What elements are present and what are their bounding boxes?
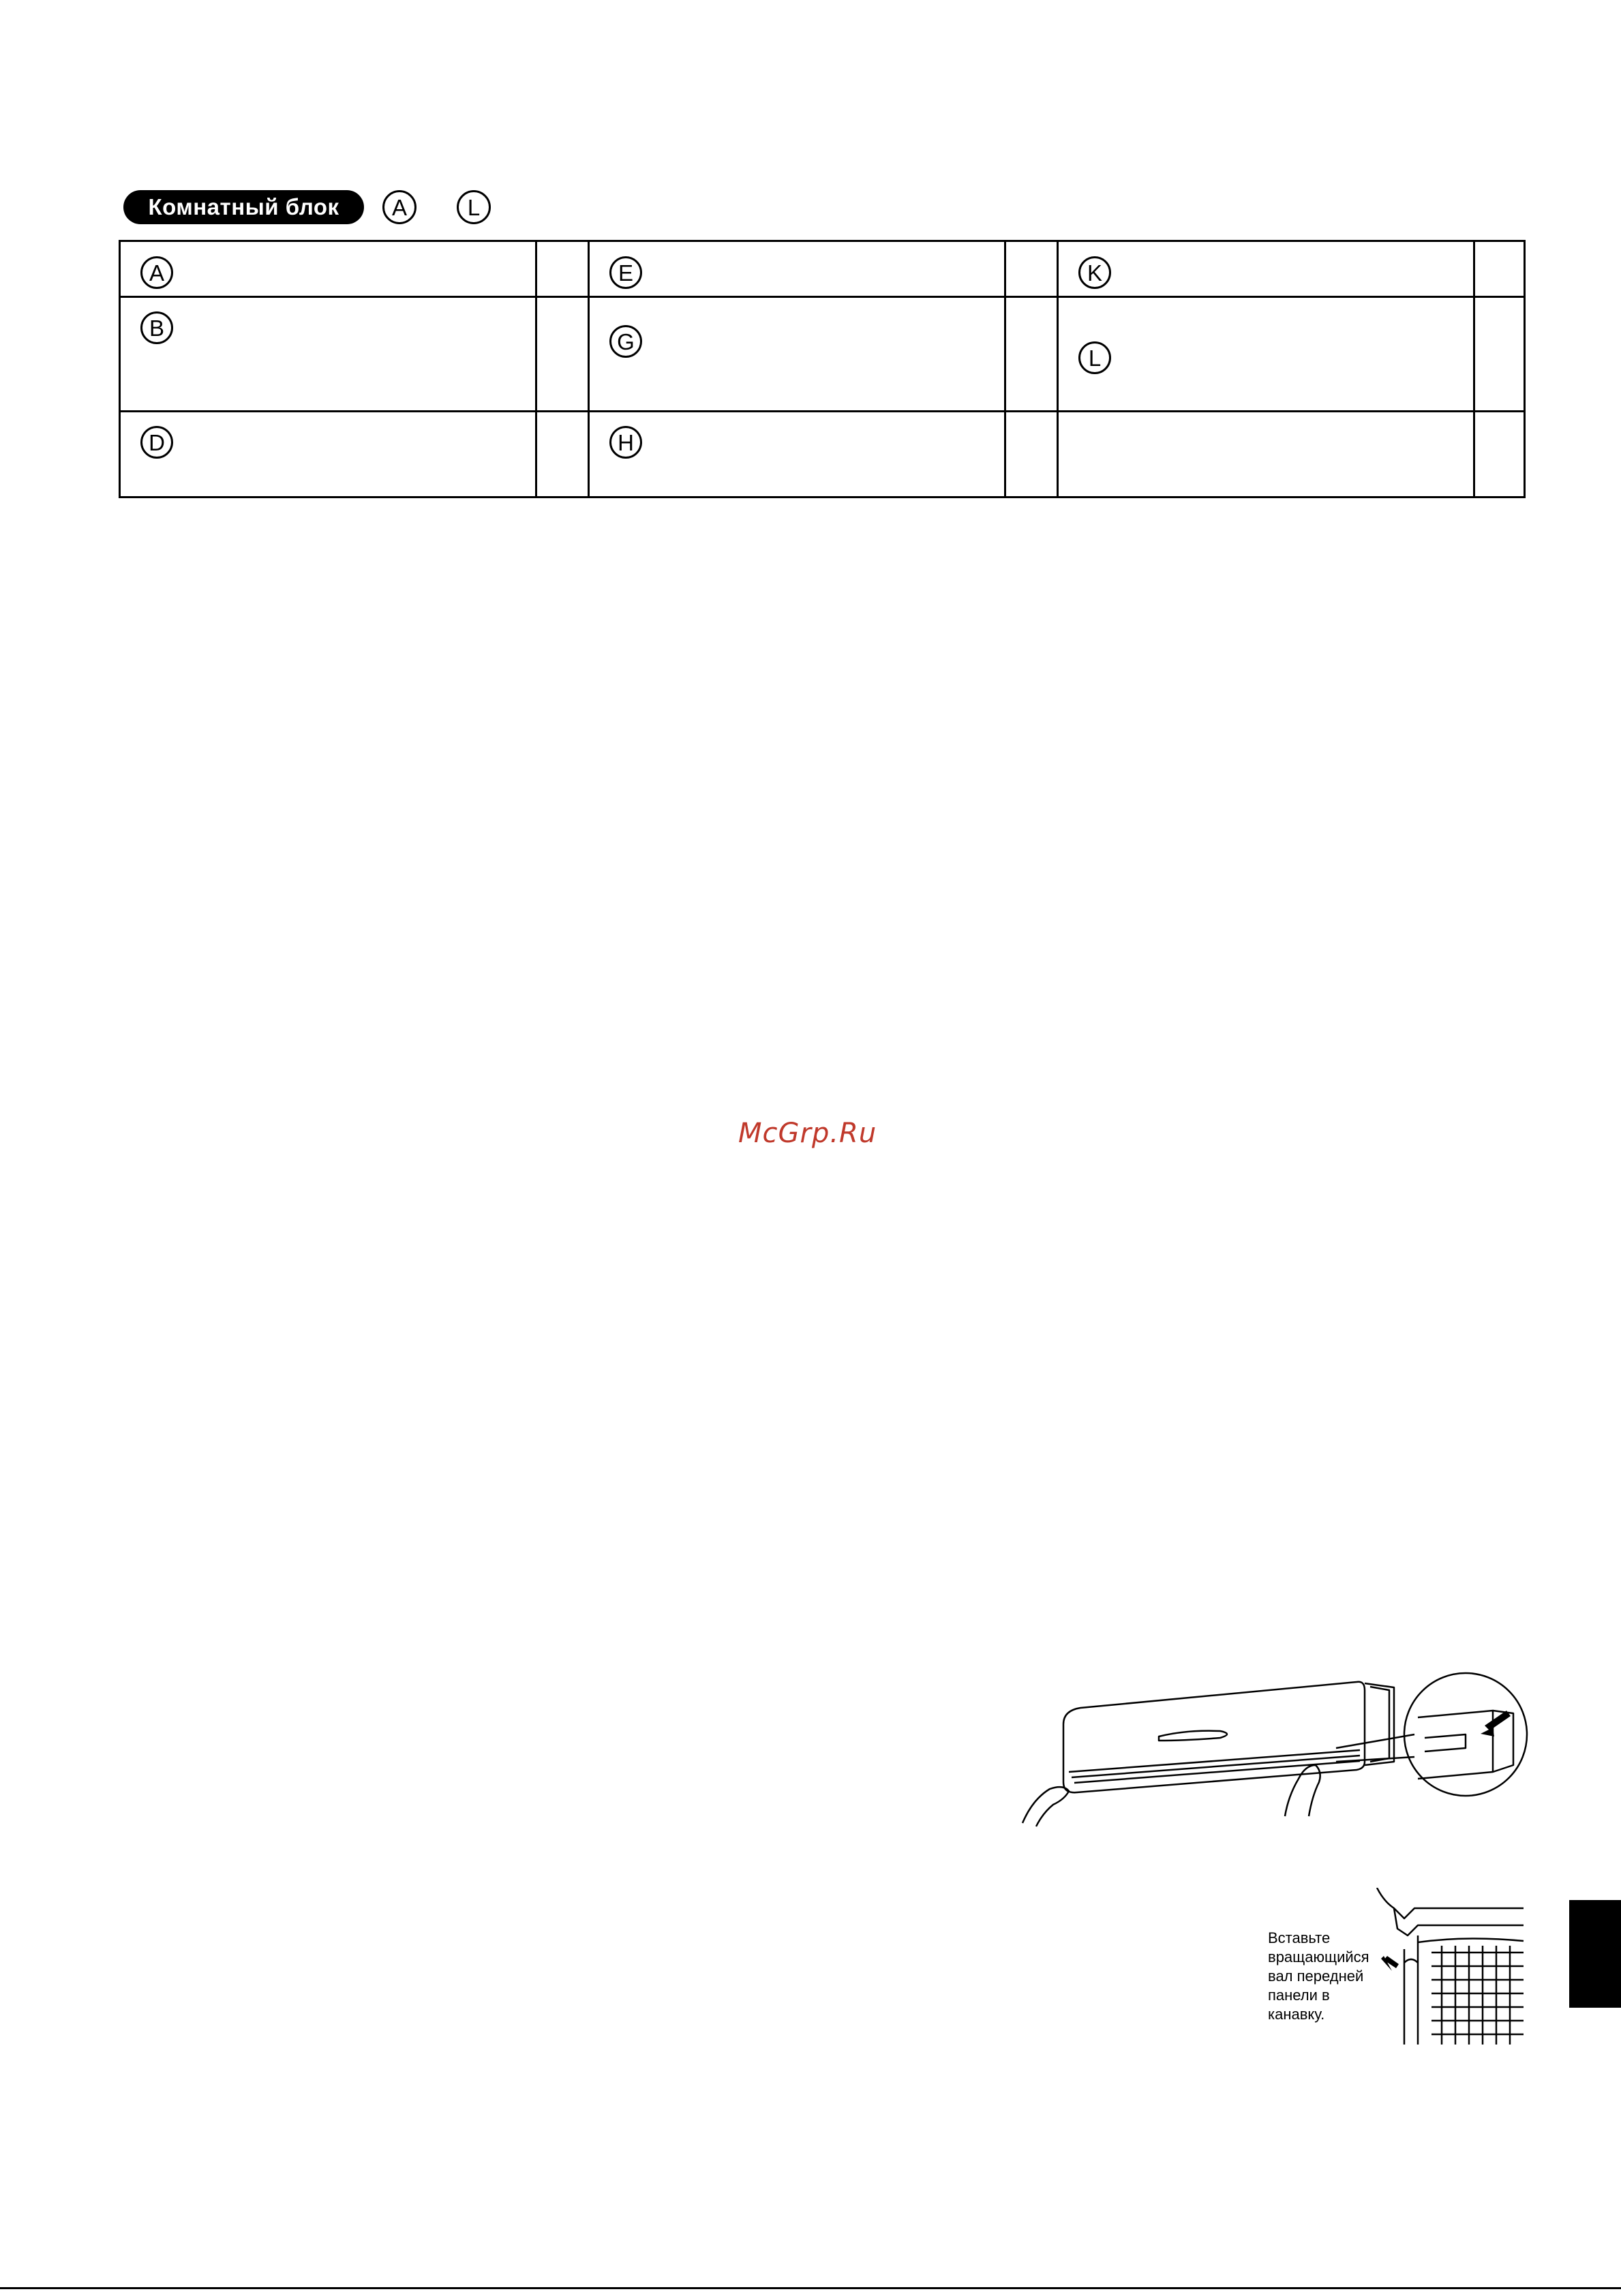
table-row [120, 241, 1525, 297]
range-start-marker: A [382, 190, 416, 224]
part-marker-a: A [140, 256, 173, 289]
table-cell-blank [1005, 412, 1058, 498]
table-cell [589, 241, 1005, 297]
figure-note-line: канавку. [1268, 2006, 1325, 2023]
table-cell [120, 297, 536, 412]
parts-table [119, 240, 1526, 498]
figure-note-line: панели в [1268, 1987, 1330, 2004]
figure-note-line: вал передней [1268, 1968, 1364, 1985]
range-end-marker: L [457, 190, 491, 224]
section-label-badge: Комнатный блок [123, 190, 364, 224]
table-cell-blank [1005, 297, 1058, 412]
table-cell-blank [1005, 241, 1058, 297]
page-bottom-rule [0, 2287, 1621, 2289]
indoor-unit-illustration [1016, 1663, 1534, 1840]
table-cell [1058, 297, 1474, 412]
table-cell-blank [536, 297, 589, 412]
table-cell-blank [1474, 297, 1525, 412]
part-marker-k: K [1078, 256, 1111, 289]
table-cell [120, 241, 536, 297]
figure-note-line: Вставьте [1268, 1929, 1331, 1946]
part-marker-d: D [140, 426, 173, 459]
part-marker-g: G [609, 325, 642, 358]
table-cell-empty [1058, 412, 1474, 498]
part-marker-e: E [609, 256, 642, 289]
figure-note [1268, 1929, 1397, 2024]
table-cell [589, 297, 1005, 412]
table-cell-blank [536, 241, 589, 297]
table-cell-blank [1474, 241, 1525, 297]
table-cell [120, 412, 536, 498]
part-marker-b: B [140, 311, 173, 344]
table-cell [1058, 241, 1474, 297]
part-marker-h: H [609, 426, 642, 459]
table-row [120, 412, 1525, 498]
watermark: McGrp.Ru [738, 1118, 877, 1149]
table-cell-blank [1474, 412, 1525, 498]
part-marker-l: L [1078, 341, 1111, 374]
table-cell-blank [536, 412, 589, 498]
figure-note-line: вращающийся [1268, 1948, 1369, 1965]
table-cell [589, 412, 1005, 498]
section-tab [1569, 1900, 1621, 2008]
table-row [120, 297, 1525, 412]
